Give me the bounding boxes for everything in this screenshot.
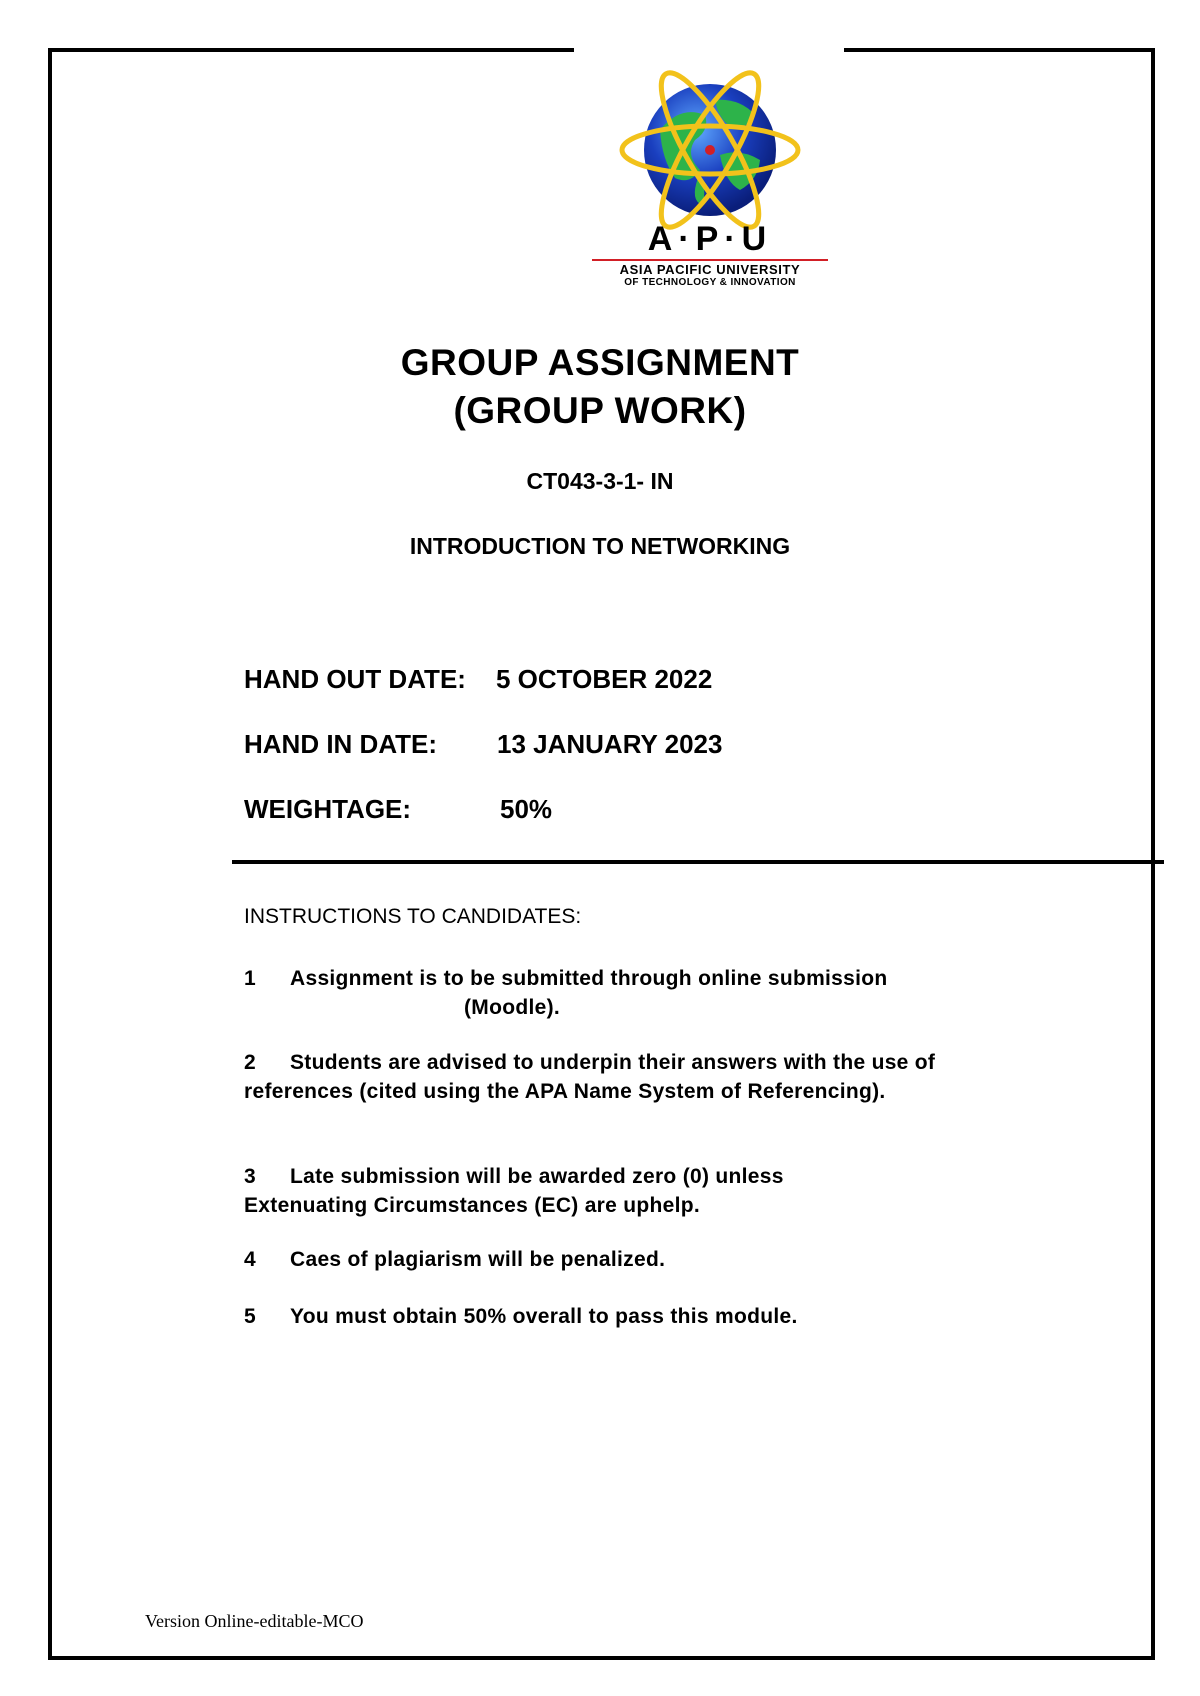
version-footer: Version Online-editable-MCO xyxy=(145,1611,364,1631)
instruction-num: 4 xyxy=(244,1248,256,1271)
module-code: CT043-3-1- IN xyxy=(526,468,674,494)
hand-in-label: HAND IN DATE: xyxy=(244,729,438,759)
instruction-num: 3 xyxy=(244,1165,256,1188)
weightage-value: 50% xyxy=(500,794,553,824)
section-divider xyxy=(232,860,1164,864)
instruction-item-1 xyxy=(244,964,974,1022)
instruction-text: You must obtain 50% overall to pass this module. xyxy=(290,1305,798,1328)
title-line1: GROUP ASSIGNMENT xyxy=(400,342,800,383)
logo-rule xyxy=(592,259,828,261)
instruction-text: Assignment is to be submitted through online submission xyxy=(290,967,888,990)
logo-letters: A·P·U xyxy=(647,220,773,258)
instruction-item-4 xyxy=(244,1245,974,1274)
instruction-text-cont: (Moodle). xyxy=(464,996,561,1019)
instruction-text: Students are advised to underpin their answers with the use of references (cited using the APA Name System of Referencing). xyxy=(244,1051,936,1103)
frame-right xyxy=(1151,48,1155,1660)
hand-in-value: 13 JANUARY 2023 xyxy=(497,729,723,759)
instructions-heading: INSTRUCTIONS TO CANDIDATES: xyxy=(244,905,582,928)
module-name: INTRODUCTION TO NETWORKING xyxy=(409,533,791,559)
frame-left xyxy=(48,48,52,1660)
instruction-item-2 xyxy=(244,1048,944,1106)
title-line2: (GROUP WORK) xyxy=(453,390,747,431)
apu-logo xyxy=(590,60,830,290)
instruction-text: Late submission will be awarded zero (0) unless Extenuating Circumstances (EC) are uphelp. xyxy=(244,1165,784,1217)
instruction-num: 1 xyxy=(244,967,256,990)
instruction-item-3 xyxy=(244,1162,864,1220)
frame-top-right xyxy=(844,48,1155,52)
instruction-num: 5 xyxy=(244,1305,256,1328)
weightage-label: WEIGHTAGE: xyxy=(244,794,412,824)
logo-line1: ASIA PACIFIC UNIVERSITY xyxy=(619,262,801,277)
logo-line2: OF TECHNOLOGY & INNOVATION xyxy=(624,277,796,288)
instruction-num: 2 xyxy=(244,1051,256,1074)
frame-top-left xyxy=(48,48,574,52)
hand-out-value: 5 OCTOBER 2022 xyxy=(496,664,713,694)
hand-out-label: HAND OUT DATE: xyxy=(244,664,466,694)
instruction-item-5 xyxy=(244,1302,974,1331)
frame-bottom xyxy=(48,1656,1155,1660)
instruction-text: Caes of plagiarism will be penalized. xyxy=(290,1248,666,1271)
